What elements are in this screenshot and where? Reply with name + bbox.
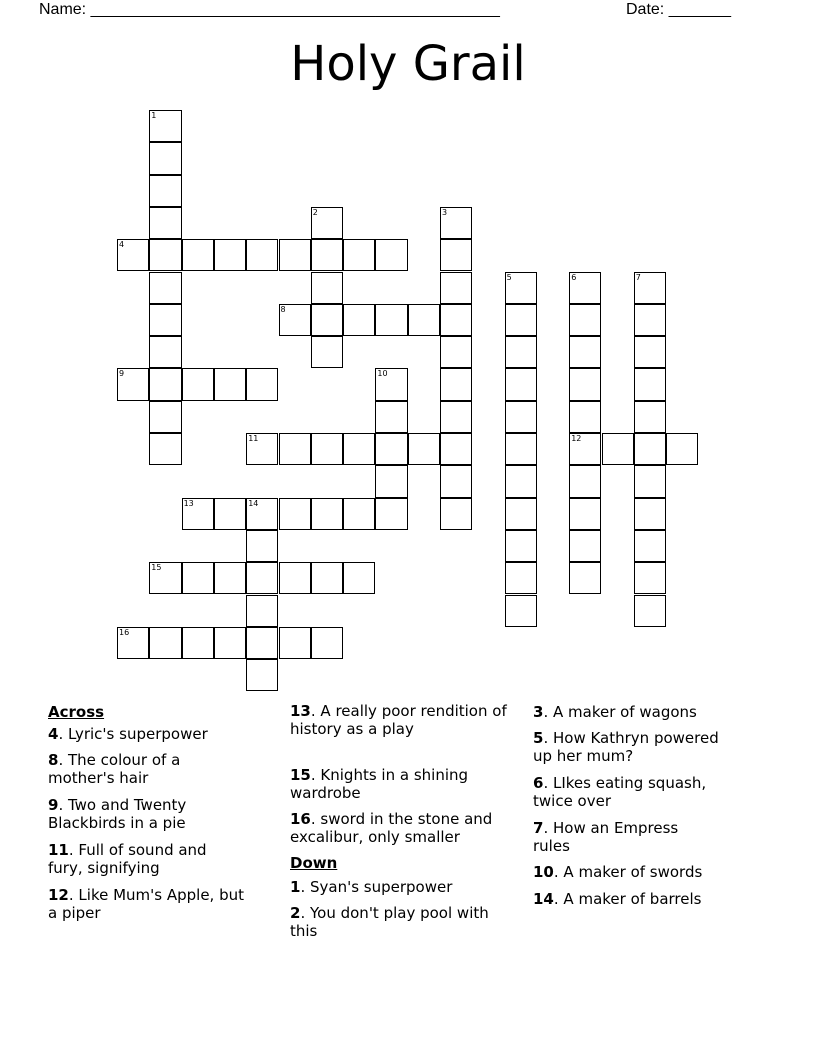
grid-cell[interactable] xyxy=(408,433,440,465)
grid-cell[interactable] xyxy=(569,368,601,400)
grid-cell[interactable] xyxy=(634,336,666,368)
grid-cell[interactable] xyxy=(569,401,601,433)
clue-across-4: 4. Lyric's superpower xyxy=(48,725,208,743)
grid-cell[interactable] xyxy=(375,433,407,465)
grid-cell[interactable] xyxy=(505,272,537,304)
grid-cell[interactable] xyxy=(149,272,181,304)
grid-cell[interactable] xyxy=(149,433,181,465)
grid-cell[interactable] xyxy=(117,239,149,271)
grid-cell[interactable] xyxy=(182,627,214,659)
grid-cell[interactable] xyxy=(505,562,537,594)
down-heading: Down xyxy=(290,854,338,872)
clue-across-9: 9. Two and Twenty Blackbirds in a pie xyxy=(48,796,187,832)
grid-cell[interactable] xyxy=(569,530,601,562)
grid-cell[interactable] xyxy=(246,368,278,400)
grid-cell[interactable] xyxy=(375,498,407,530)
grid-cell[interactable] xyxy=(505,401,537,433)
grid-cell[interactable] xyxy=(182,562,214,594)
grid-cell[interactable] xyxy=(279,498,311,530)
grid-cell[interactable] xyxy=(375,304,407,336)
grid-cell[interactable] xyxy=(569,304,601,336)
name-label: Name: xyxy=(39,1,87,18)
grid-cell[interactable] xyxy=(505,304,537,336)
grid-cell[interactable] xyxy=(634,304,666,336)
grid-cell[interactable] xyxy=(375,368,407,400)
grid-cell[interactable] xyxy=(440,207,472,239)
grid-cell[interactable] xyxy=(634,595,666,627)
grid-cell[interactable] xyxy=(246,498,278,530)
puzzle-title: Holy Grail xyxy=(290,36,526,92)
grid-cell[interactable] xyxy=(149,175,181,207)
grid-cell[interactable] xyxy=(149,401,181,433)
grid-cell[interactable] xyxy=(569,498,601,530)
across-heading: Across xyxy=(48,703,105,721)
cell-number: 4 xyxy=(119,240,125,250)
grid-cell[interactable] xyxy=(569,562,601,594)
grid-cell[interactable] xyxy=(343,433,375,465)
grid-cell[interactable] xyxy=(634,562,666,594)
date-line: _______ xyxy=(668,1,731,18)
grid-cell[interactable] xyxy=(311,336,343,368)
grid-cell[interactable] xyxy=(634,401,666,433)
grid-cell[interactable] xyxy=(311,562,343,594)
clue-down-7: 7. How an Empress rules xyxy=(533,819,679,855)
grid-cell[interactable] xyxy=(279,627,311,659)
grid-cell[interactable] xyxy=(440,401,472,433)
grid-cell[interactable] xyxy=(246,595,278,627)
grid-cell[interactable] xyxy=(569,272,601,304)
grid-cell[interactable] xyxy=(311,304,343,336)
cell-number: 5 xyxy=(506,272,512,282)
grid-cell[interactable] xyxy=(182,498,214,530)
grid-cell[interactable] xyxy=(505,595,537,627)
grid-cell[interactable] xyxy=(634,465,666,497)
grid-cell[interactable] xyxy=(569,465,601,497)
grid-cell[interactable] xyxy=(440,304,472,336)
grid-cell[interactable] xyxy=(279,239,311,271)
clue-across-16: 16. sword in the stone and excalibur, only smaller xyxy=(290,810,493,846)
cell-number: 14 xyxy=(248,498,259,508)
grid-cell[interactable] xyxy=(279,304,311,336)
grid-cell[interactable] xyxy=(117,368,149,400)
grid-cell[interactable] xyxy=(634,433,666,465)
grid-cell[interactable] xyxy=(375,465,407,497)
grid-cell[interactable] xyxy=(311,272,343,304)
date-label: Date: xyxy=(626,1,665,18)
cell-number: 10 xyxy=(377,369,388,379)
grid-cell[interactable] xyxy=(569,336,601,368)
grid-cell[interactable] xyxy=(505,465,537,497)
cell-number: 16 xyxy=(119,627,130,637)
clue-across-11: 11. Full of sound and fury, signifying xyxy=(48,841,207,877)
grid-cell[interactable] xyxy=(634,498,666,530)
grid-cell[interactable] xyxy=(246,627,278,659)
cell-number: 3 xyxy=(442,207,448,217)
name-line: ______________________________________________ xyxy=(90,1,500,18)
grid-cell[interactable] xyxy=(311,239,343,271)
clue-down-2: 2. You don't play pool with this xyxy=(290,904,489,940)
cell-number: 6 xyxy=(571,272,577,282)
grid-cell[interactable] xyxy=(149,110,181,142)
grid-cell[interactable] xyxy=(311,207,343,239)
grid-cell[interactable] xyxy=(214,368,246,400)
grid-cell[interactable] xyxy=(440,368,472,400)
grid-cell[interactable] xyxy=(182,239,214,271)
grid-cell[interactable] xyxy=(505,433,537,465)
grid-cell[interactable] xyxy=(246,530,278,562)
grid-cell[interactable] xyxy=(311,498,343,530)
grid-cell[interactable] xyxy=(440,336,472,368)
cell-number: 7 xyxy=(635,272,641,282)
clue-across-13: 13. A really poor rendition of history as a play xyxy=(290,702,507,738)
cell-number: 9 xyxy=(119,369,125,379)
grid-cell[interactable] xyxy=(279,433,311,465)
grid-cell[interactable] xyxy=(279,562,311,594)
grid-cell[interactable] xyxy=(214,498,246,530)
grid-cell[interactable] xyxy=(440,433,472,465)
grid-cell[interactable] xyxy=(343,562,375,594)
grid-cell[interactable] xyxy=(149,239,181,271)
grid-cell[interactable] xyxy=(440,498,472,530)
grid-cell[interactable] xyxy=(149,207,181,239)
grid-cell[interactable] xyxy=(214,562,246,594)
grid-cell[interactable] xyxy=(149,142,181,174)
grid-cell[interactable] xyxy=(182,368,214,400)
grid-cell[interactable] xyxy=(149,368,181,400)
grid-cell[interactable] xyxy=(311,433,343,465)
cell-number: 1 xyxy=(151,111,157,120)
grid-cell[interactable] xyxy=(505,368,537,400)
grid-cell[interactable] xyxy=(149,336,181,368)
clue-across-12: 12. Like Mum's Apple, but a piper xyxy=(48,886,245,922)
grid-cell[interactable] xyxy=(246,562,278,594)
grid-cell[interactable] xyxy=(246,433,278,465)
grid-cell[interactable] xyxy=(505,498,537,530)
grid-cell[interactable] xyxy=(246,239,278,271)
grid-cell[interactable] xyxy=(343,239,375,271)
grid-cell[interactable] xyxy=(408,304,440,336)
grid-cell[interactable] xyxy=(214,627,246,659)
grid-cell[interactable] xyxy=(634,272,666,304)
grid-cell[interactable] xyxy=(311,627,343,659)
grid-cell[interactable] xyxy=(634,368,666,400)
clue-across-15: 15. Knights in a shining wardrobe xyxy=(290,766,469,802)
grid-cell[interactable] xyxy=(117,627,149,659)
cell-number: 15 xyxy=(151,563,162,573)
grid-cell[interactable] xyxy=(343,304,375,336)
grid-cell[interactable] xyxy=(149,627,181,659)
grid-cell[interactable] xyxy=(440,465,472,497)
clue-down-10: 10. A maker of swords xyxy=(533,863,703,881)
grid-cell[interactable] xyxy=(246,659,278,691)
cell-number: 13 xyxy=(183,498,194,508)
cell-number: 11 xyxy=(248,434,259,443)
clue-down-14: 14. A maker of barrels xyxy=(533,890,702,908)
grid-cell[interactable] xyxy=(505,336,537,368)
grid-cell[interactable] xyxy=(149,304,181,336)
grid-cell[interactable] xyxy=(505,530,537,562)
grid-cell[interactable] xyxy=(375,401,407,433)
clue-down-6: 6. LIkes eating squash, twice over xyxy=(533,774,707,810)
grid-cell[interactable] xyxy=(375,239,407,271)
grid-cell[interactable] xyxy=(666,433,698,465)
cell-number: 8 xyxy=(280,304,286,314)
grid-cell[interactable] xyxy=(214,239,246,271)
clue-across-8: 8. The colour of a mother's hair xyxy=(48,751,181,787)
cell-number: 12 xyxy=(571,434,582,443)
clue-down-3: 3. A maker of wagons xyxy=(533,703,697,721)
grid-cell[interactable] xyxy=(343,498,375,530)
grid-cell[interactable] xyxy=(569,433,601,465)
clue-down-5: 5. How Kathryn powered up her mum? xyxy=(533,729,719,765)
grid-cell[interactable] xyxy=(634,530,666,562)
grid-cell[interactable] xyxy=(602,433,634,465)
grid-cell[interactable] xyxy=(440,272,472,304)
clue-down-1: 1. Syan's superpower xyxy=(290,878,453,896)
grid-cell[interactable] xyxy=(149,562,181,594)
grid-cell[interactable] xyxy=(440,239,472,271)
cell-number: 2 xyxy=(312,207,318,217)
